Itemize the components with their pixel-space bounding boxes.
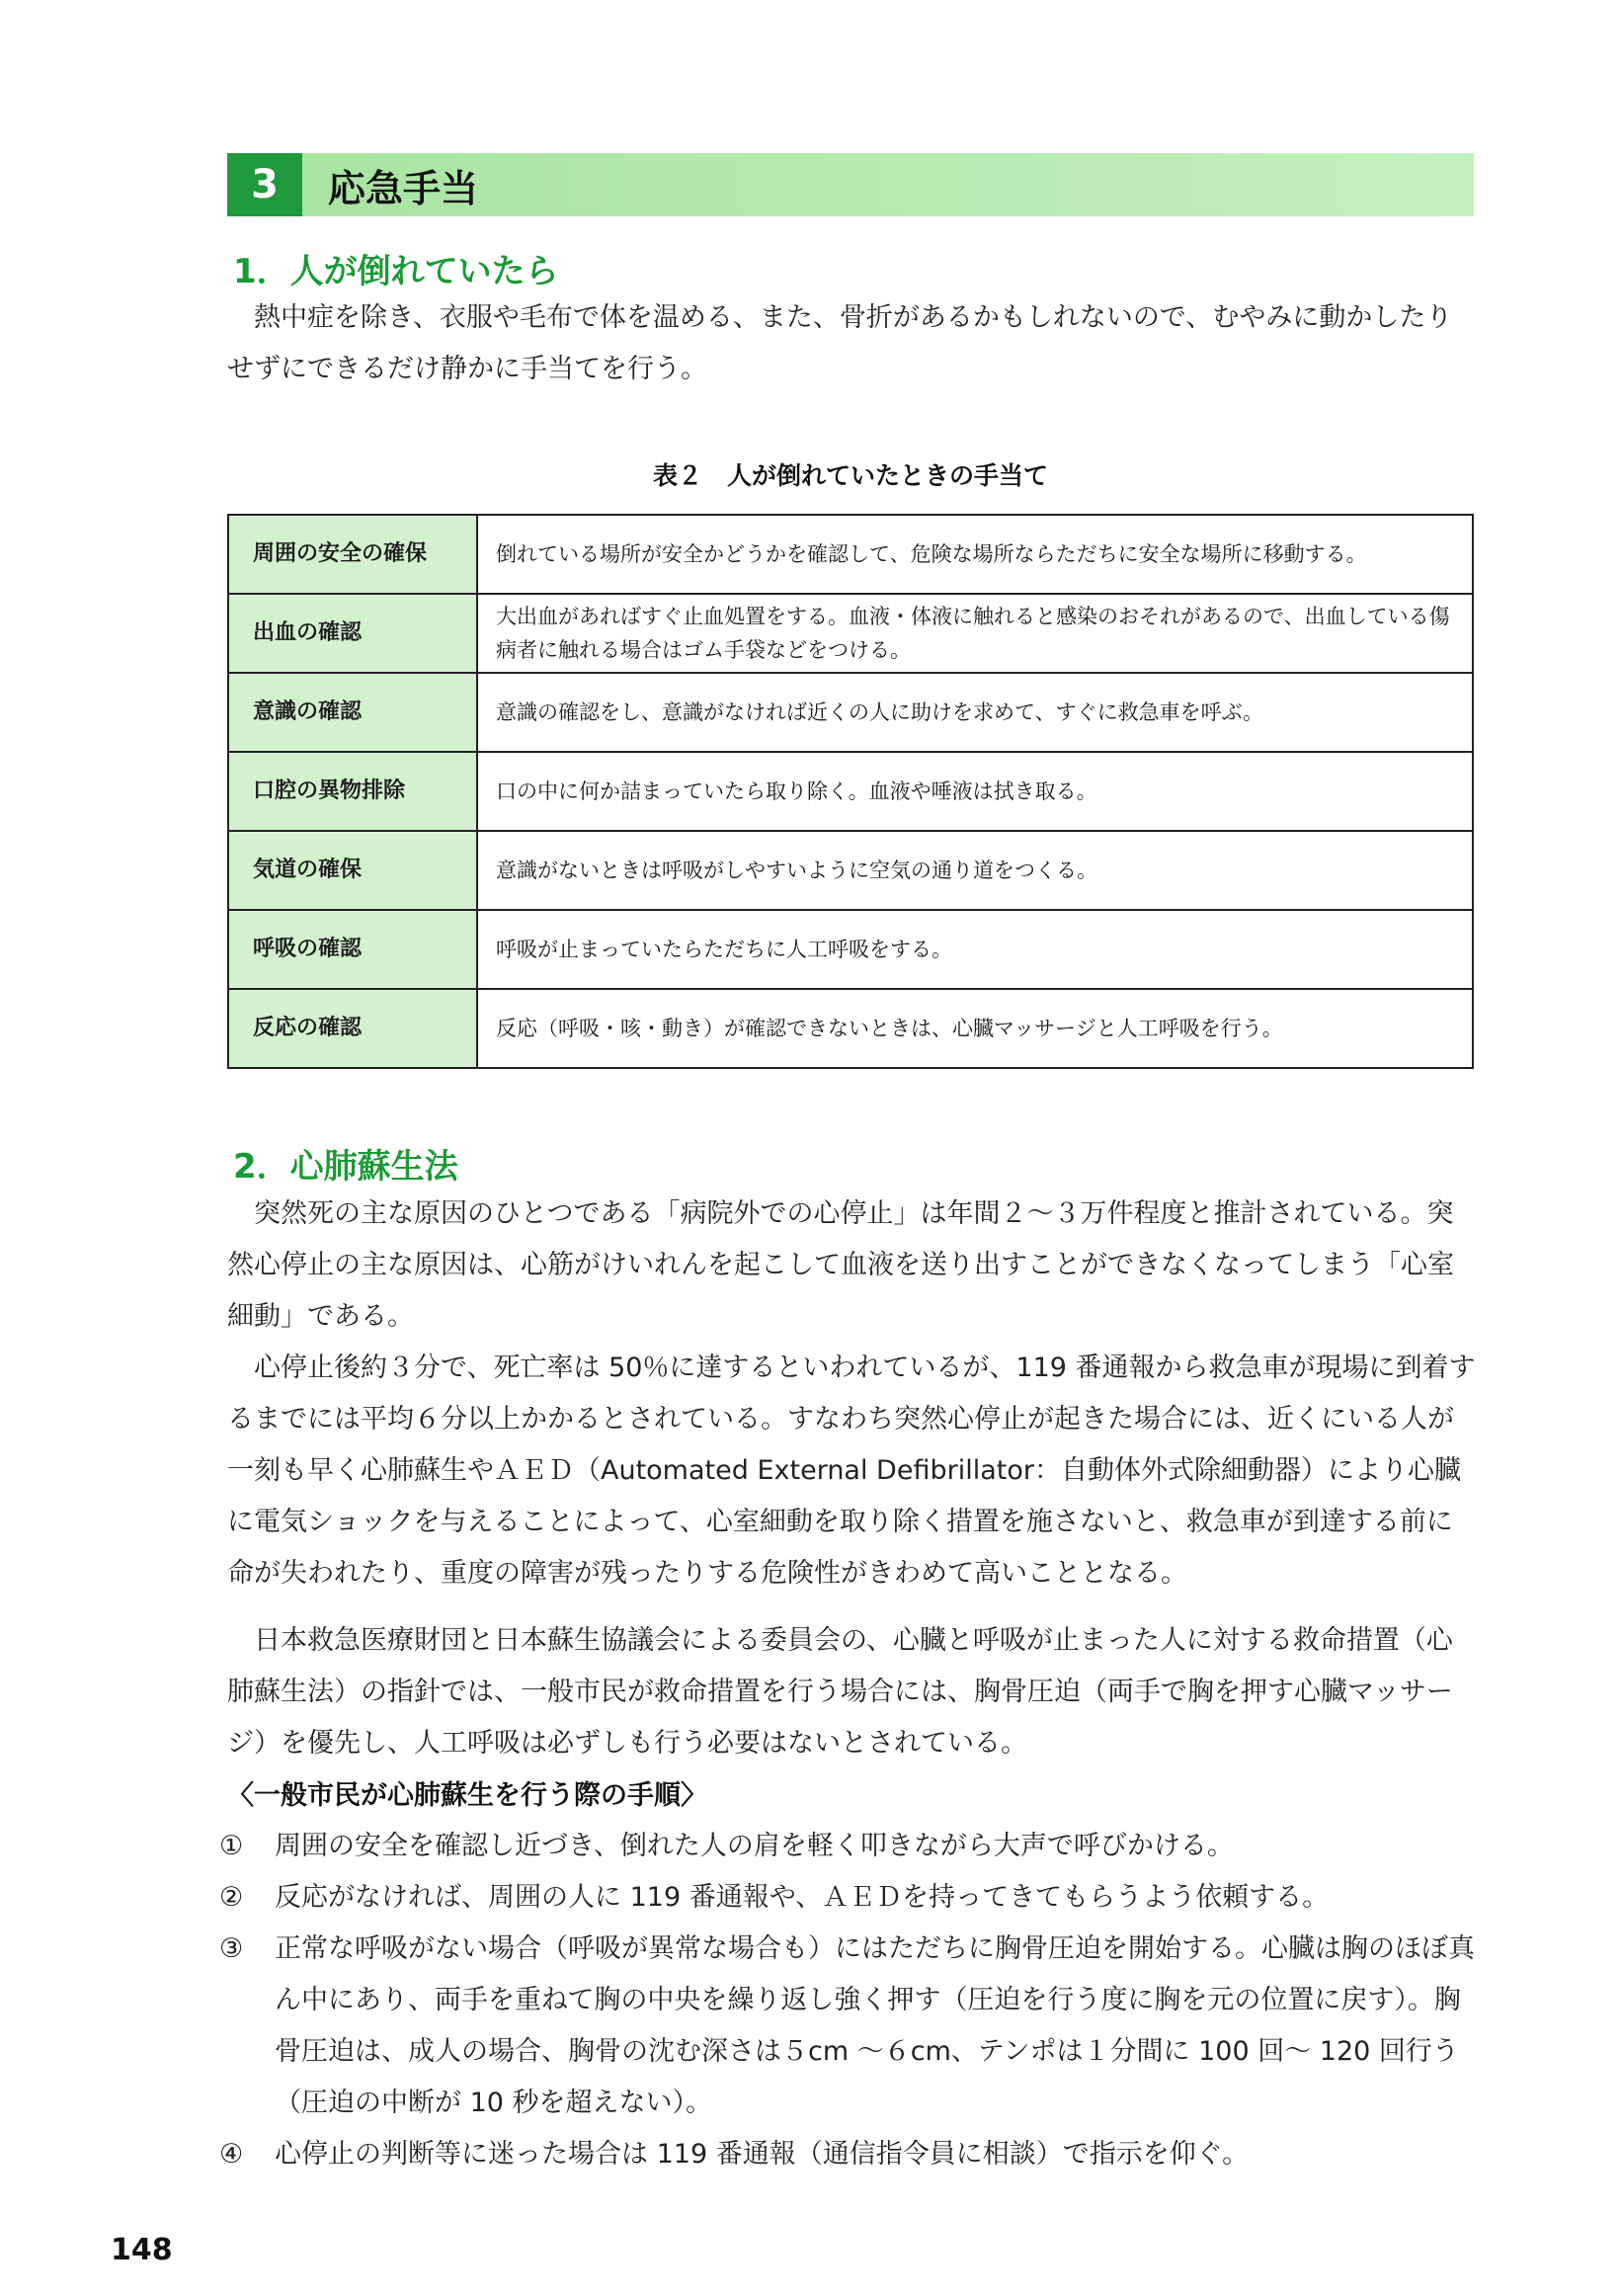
paragraph-2: 突然死の主な原因のひとつである「病院外での心停止」は年間２～３万件程度と推計されている。突然心停止の主な原因は、心筋がけいれんを起こして血液を送り出すことができなくなってしまう「心室細動」である。 (227, 1198, 1454, 1332)
section-title: 応急手当 (328, 166, 479, 210)
table-row (228, 752, 1473, 831)
table-caption: 表２ 人が倒れていたときの手当て (652, 461, 1048, 490)
step-item (219, 1872, 1476, 1924)
step-number: ① (219, 1831, 244, 1861)
section-header (227, 153, 1474, 216)
page-number: 148 (111, 2233, 173, 2267)
row-label: 意識の確認 (228, 673, 477, 752)
paragraph-3: 心停止後約３分で、死亡率は 50％に達するといわれているが、119 番通報から救急車が現場に到着するまでには平均６分以上かかるとされている。すなわち突然心停止が起きた場合には、近くにいる人が一刻も早く心肺蘇生やＡＥＤ（Automated External Defibrillator：自動体外式除細動器）により心臓に電気ショックを与えることによって、心室細動を取り除く措置を施さないと、救急車が到達する前に命が失われたり、重度の障害が残ったりする危険性がきわめて高いこととなる。 (227, 1353, 1476, 1589)
paragraph-1: 熱中症を除き、衣服や毛布で体を温める、また、骨折があるかもしれないので、むやみに動かしたりせずにできるだけ静かに手当てを行う。 (227, 302, 1453, 384)
row-label: 呼吸の確認 (228, 910, 477, 989)
step-text: 反応がなければ、周囲の人に 119 番通報や、ＡＥＤを持ってきてもらうよう依頼する。 (275, 1882, 1330, 1913)
table-row (228, 910, 1473, 989)
row-label: 反応の確認 (228, 989, 477, 1068)
row-text: 意識がないときは呼吸がしやすいように空気の通り道をつくる。 (477, 831, 1473, 910)
step-item (219, 1821, 1476, 1872)
row-text: 倒れている場所が安全かどうかを確認して、危険な場所ならただちに安全な場所に移動する。 (477, 515, 1473, 594)
row-label: 気道の確保 (228, 831, 477, 910)
subheading-1: 1．人が倒れていたら (233, 252, 559, 291)
table-row (228, 831, 1473, 910)
row-label: 口腔の異物排除 (228, 752, 477, 831)
first-aid-table (227, 514, 1474, 1069)
step-text: 正常な呼吸がない場合（呼吸が異常な場合も）にはただちに胸骨圧迫を開始する。心臓は胸のほぼ真ん中にあり、両手を重ねて胸の中央を繰り返し強く押す（圧迫を行う度に胸を元の位置に戻す）。胸骨圧迫は、成人の場合、胸骨の沈む深さは５cm ～６cm、テンポは１分間に 100 回～ 120 回行う（圧迫の中断が 10 秒を超えない）。 (275, 1933, 1475, 2118)
step-number: ② (219, 1882, 244, 1913)
step-number: ③ (219, 1933, 244, 1964)
steps-heading: 〈一般市民が心肺蘇生を行う際の手順〉 (227, 1780, 707, 1811)
step-text: 心停止の判断等に迷った場合は 119 番通報（通信指令員に相談）で指示を仰ぐ。 (275, 2139, 1250, 2170)
row-text: 口の中に何か詰まっていたら取り除く。血液や唾液は拭き取る。 (477, 752, 1473, 831)
row-text: 反応（呼吸・咳・動き）が確認できないときは、心臓マッサージと人工呼吸を行う。 (477, 989, 1473, 1068)
row-label: 周囲の安全の確保 (228, 515, 477, 594)
row-text: 意識の確認をし、意識がなければ近くの人に助けを求めて、すぐに救急車を呼ぶ。 (477, 673, 1473, 752)
table-row (228, 673, 1473, 752)
subheading-2: 2．心肺蘇生法 (233, 1147, 458, 1187)
table-row (228, 989, 1473, 1068)
paragraph-4: 日本救急医療財団と日本蘇生協議会による委員会の、心臓と呼吸が止まった人に対する救命措置（心肺蘇生法）の指針では、一般市民が救命措置を行う場合には、胸骨圧迫（両手で胸を押す心臓マッサージ）を優先し、人工呼吸は必ずしも行う必要はないとされている。 (227, 1625, 1453, 1759)
section-number: 3 (227, 153, 302, 216)
row-label: 出血の確認 (228, 594, 477, 673)
step-item (219, 1924, 1476, 2129)
step-text: 周囲の安全を確認し近づき、倒れた人の肩を軽く叩きながら大声で呼びかける。 (275, 1831, 1234, 1861)
row-text: 大出血があればすぐ止血処置をする。血液・体液に触れると感染のおそれがあるので、出血している傷病者に触れる場合はゴム手袋などをつける。 (477, 594, 1473, 673)
table-row (228, 515, 1473, 594)
step-number: ④ (219, 2139, 244, 2170)
step-item (219, 2129, 1476, 2180)
row-text: 呼吸が止まっていたらただちに人工呼吸をする。 (477, 910, 1473, 989)
table-row (228, 594, 1473, 673)
